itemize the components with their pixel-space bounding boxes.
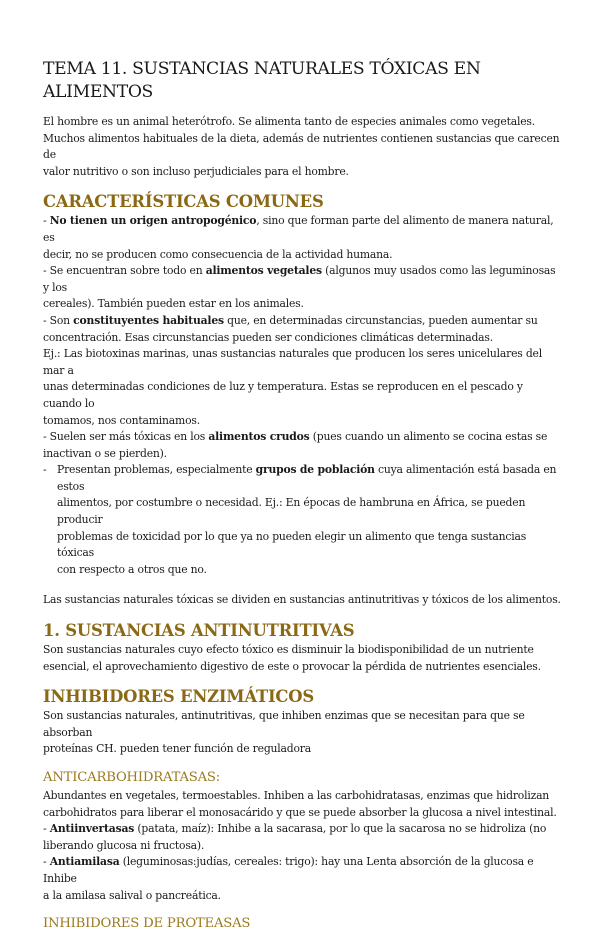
list-item: - Antiinvertasas (patata, maíz): Inhibe a la sacarasa, por lo que la sacarosa no se hidroliza (no bbox=[43, 822, 547, 836]
subheading-proteasas: INHIBIDORES DE PROTEASAS bbox=[43, 916, 251, 932]
antinutritivas-paragraph: Son sustancias naturales cuyo efecto tóxico es disminuir la biodisponibilidad de un nutriente esencial, el aprovechamiento digestivo de este o provocar la pérdida de nutrientes esenciales. bbox=[43, 643, 541, 673]
list-item-continuation: inactivan o se pierden). bbox=[43, 446, 167, 460]
document-title bbox=[43, 58, 563, 104]
inhibidores-paragraph: Son sustancias naturales, antinutritivas, que inhiben enzimas que se necesitan para que se absorban proteínas CH. pueden tener función de reguladora bbox=[43, 709, 525, 756]
bold-term: Antiamilasa bbox=[49, 855, 120, 869]
list-item-continuation: cereales). También pueden estar en los animales. bbox=[43, 297, 304, 311]
example-line: tomamos, nos contaminamos. bbox=[43, 413, 200, 427]
list-item-continuation: con respecto a otros que no. bbox=[57, 562, 207, 576]
bold-term: alimentos crudos bbox=[208, 430, 310, 444]
indented-list-item: - Presentan problemas, especialmente grupos de población cuya alimentación está basada en estos alimentos, por costumbre o necesidad. Ej.: En épocas de hambruna en África, se pueden producir problemas de toxicidad por lo que ya no pueden elegir un alimento que tenga sustancias tóxicas con respecto a otros que no. bbox=[43, 462, 563, 578]
anticarbo-paragraph: Abundantes en vegetales, termoestables. Inhiben a las carbohidratasas, enzimas que hidrolizan carbohidratos para liberar el monosacárido y que se puede absorber la glucosa a nivel intestinal. - Antiinvertasas (patata, maíz): Inhibe a la sacarasa, por lo que la sacarosa no se hidroliza (no liberando glucosa ni fructosa). - Antiamilasa (leguminosas:judías, cereales: trigo): hay una Lenta absorción de la glucosa e Inhibe a la amilasa salival o pancreática. bbox=[43, 788, 563, 904]
title-line-2: ALIMENTOS bbox=[43, 82, 153, 102]
intro-line: El hombre es un animal heterótrofo. Se alimenta tanto de especies animales como vegetales. bbox=[43, 115, 535, 128]
document-body bbox=[43, 58, 563, 934]
section-heading-antinutritivas: 1. SUSTANCIAS ANTINUTRITIVAS bbox=[43, 621, 355, 641]
intro-line: Muchos alimentos habituales de la dieta, además de nutrientes contienen sustancias que carecen de bbox=[43, 131, 560, 162]
bold-term: No tienen un origen antropogénico bbox=[49, 214, 257, 228]
list-item-continuation: liberando glucosa ni fructosa). bbox=[43, 838, 205, 852]
division-paragraph: Las sustancias naturales tóxicas se dividen en sustancias antinutritivas y tóxicos de los alimentos. bbox=[43, 593, 561, 607]
list-item: - Suelen ser más tóxicas en los alimentos crudos (pues cuando un alimento se cocina estas se bbox=[43, 430, 548, 444]
subheading-anticarbohidratasas: ANTICARBOHIDRATASAS: bbox=[43, 770, 221, 785]
list-item-continuation: decir, no se producen como consecuencia de la actividad humana. bbox=[43, 247, 393, 261]
section-heading-inhibidores: INHIBIDORES ENZIMÁTICOS bbox=[43, 687, 314, 707]
title-line-1: TEMA 11. SUSTANCIAS NATURALES TÓXICAS EN bbox=[43, 59, 481, 79]
list-item: - Se encuentran sobre todo en alimentos vegetales (algunos muy usados como las leguminosas y los bbox=[43, 264, 556, 294]
section-heading-caracteristicas: CARACTERÍSTICAS COMUNES bbox=[43, 192, 324, 212]
intro-line: valor nutritivo o son incluso perjudiciales para el hombre. bbox=[43, 164, 349, 178]
caracteristicas-list bbox=[43, 213, 563, 578]
list-item-continuation: concentración. Esas circunstancias pueden ser condiciones climáticas determinadas. bbox=[43, 330, 493, 344]
dash-bullet: - bbox=[43, 463, 47, 477]
bold-term: alimentos vegetales bbox=[205, 264, 322, 278]
example-line: unas determinadas condiciones de luz y temperatura. Estas se reproducen en el pescado y cuando lo bbox=[43, 380, 523, 410]
bold-term: Antiinvertasas bbox=[49, 822, 135, 836]
bold-term: grupos de población bbox=[255, 463, 375, 477]
example-line: Ej.: Las biotoxinas marinas, unas sustancias naturales que producen los seres unicelulares del mar a bbox=[43, 347, 542, 377]
list-item: - Son constituyentes habituales que, en determinadas circunstancias, pueden aumentar su bbox=[43, 313, 538, 327]
list-item-continuation: problemas de toxicidad por lo que ya no pueden elegir un alimento que tenga sustancias tóxicas bbox=[57, 529, 527, 560]
list-item: - No tienen un origen antropogénico, sino que forman parte del alimento de manera natural, es bbox=[43, 214, 554, 244]
list-item: - Antiamilasa (leguminosas:judías, cereales: trigo): hay una Lenta absorción de la glucosa e Inhibe bbox=[43, 855, 534, 885]
list-item-continuation: a la amilasa salival o pancreática. bbox=[43, 888, 221, 902]
bold-term: constituyentes habituales bbox=[73, 313, 224, 327]
list-item-continuation: alimentos, por costumbre o necesidad. Ej.: En épocas de hambruna en África, se pueden producir bbox=[57, 496, 526, 527]
intro-paragraph bbox=[43, 114, 563, 180]
